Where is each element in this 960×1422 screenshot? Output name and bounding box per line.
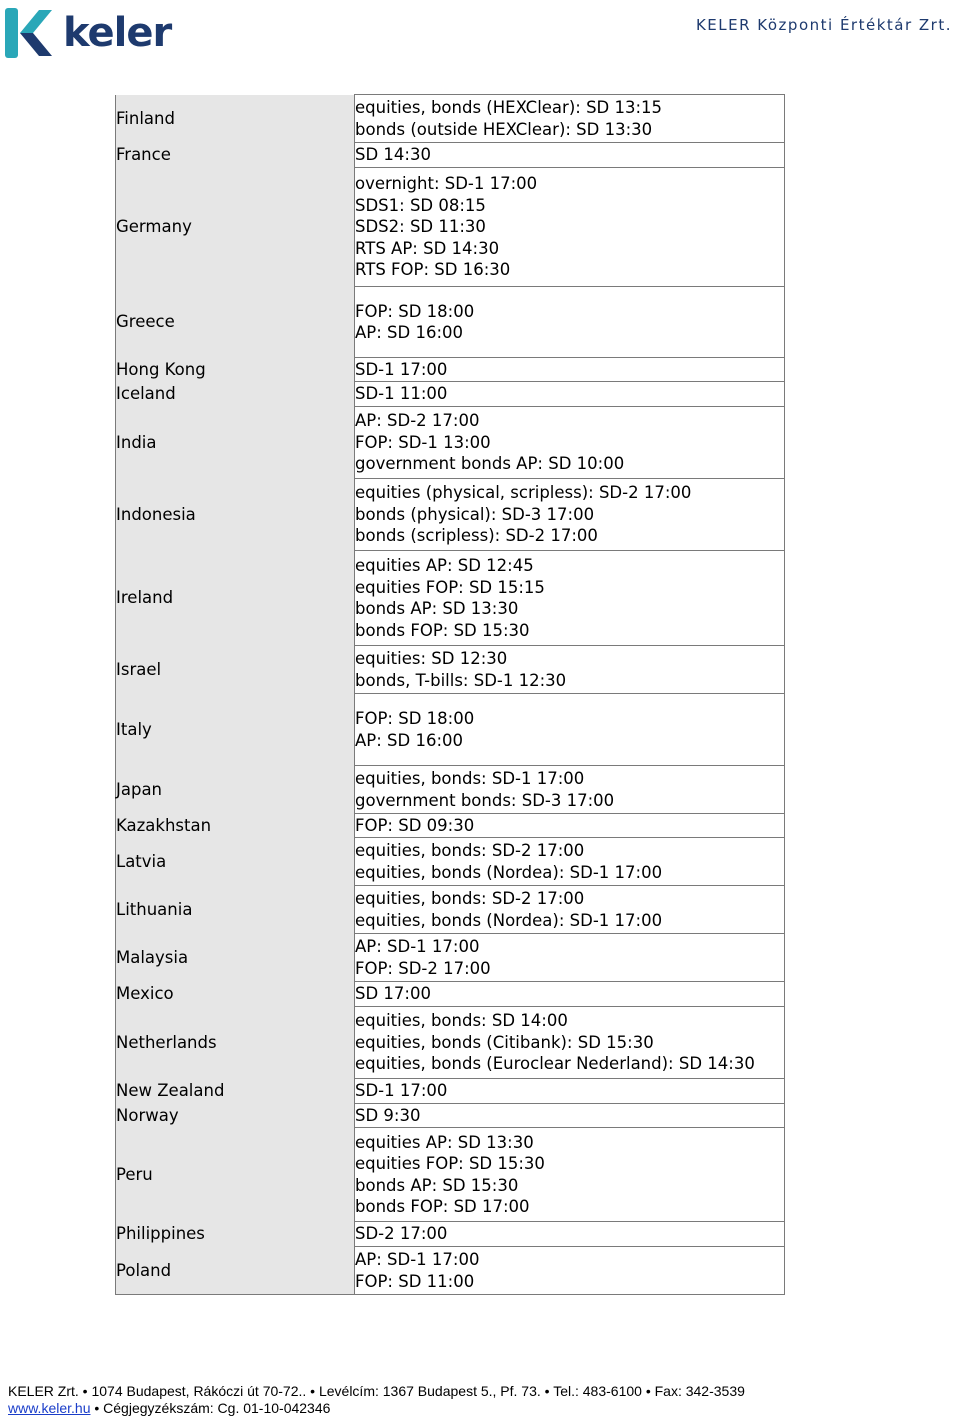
table-row bbox=[116, 934, 785, 982]
country-cell: Japan bbox=[116, 766, 355, 814]
country-cell: France bbox=[116, 143, 355, 168]
deadline-line: RTS AP: SD 14:30 bbox=[355, 238, 500, 258]
country-cell: Italy bbox=[116, 694, 355, 766]
country-cell: Finland bbox=[116, 95, 355, 143]
deadline-line: bonds FOP: SD 15:30 bbox=[355, 620, 530, 640]
deadline-line: FOP: SD 18:00 bbox=[355, 709, 475, 728]
table-row bbox=[116, 1079, 785, 1104]
table-row bbox=[116, 814, 785, 838]
country-cell: Malaysia bbox=[116, 934, 355, 982]
country-cell: India bbox=[116, 407, 355, 479]
deadline-line: bonds (outside HEXClear): SD 13:30 bbox=[355, 119, 653, 139]
deadline-line: SD-1 17:00 bbox=[355, 1081, 448, 1101]
footer-address: KELER Zrt. • 1074 Budapest, Rákóczi út 70-72.. • Levélcím: 1367 Budapest 5., Pf. 73. • Tel.: 483-6100 • Fax: 342-3539 bbox=[8, 1383, 745, 1399]
deadline-line: FOP: SD-1 13:00 bbox=[355, 432, 491, 452]
table-row bbox=[116, 168, 785, 287]
table-row bbox=[116, 886, 785, 934]
country-cell: Mexico bbox=[116, 982, 355, 1007]
deadline-cell bbox=[355, 694, 785, 766]
deadline-line: AP: SD 16:00 bbox=[355, 323, 464, 342]
deadline-line: SDS2: SD 11:30 bbox=[355, 217, 486, 237]
country-cell: Peru bbox=[116, 1128, 355, 1222]
deadline-cell bbox=[355, 479, 785, 551]
deadline-line: SD 14:30 bbox=[355, 145, 431, 165]
deadline-line: FOP: SD 18:00 bbox=[355, 301, 475, 321]
deadline-cell bbox=[355, 95, 785, 143]
deadline-line: AP: SD-1 17:00 bbox=[355, 1250, 480, 1269]
deadline-line: equities, bonds: SD 14:00 bbox=[355, 1011, 568, 1031]
deadline-cell bbox=[355, 646, 785, 694]
country-cell: Greece bbox=[116, 287, 355, 358]
deadline-line: equities, bonds: SD-2 17:00 bbox=[355, 889, 585, 908]
country-cell: New Zealand bbox=[116, 1079, 355, 1104]
table-row bbox=[116, 838, 785, 886]
deadline-cell bbox=[355, 1222, 785, 1247]
deadline-line: SD 17:00 bbox=[355, 984, 431, 1004]
deadline-cell bbox=[355, 168, 785, 287]
deadline-line: government bonds: SD-3 17:00 bbox=[355, 790, 615, 810]
keler-logo[interactable] bbox=[5, 8, 171, 58]
deadline-line: equities, bonds (Euroclear Nederland): SD 14:30 bbox=[355, 1054, 755, 1074]
country-cell: Netherlands bbox=[116, 1007, 355, 1079]
country-cell: Ireland bbox=[116, 551, 355, 646]
footer-line2 bbox=[8, 1400, 745, 1417]
deadline-line: FOP: SD-2 17:00 bbox=[355, 958, 491, 978]
footer-registration: • Cégjegyzékszám: Cg. 01-10-042346 bbox=[90, 1400, 331, 1416]
deadline-line: equities, bonds (Citibank): SD 15:30 bbox=[355, 1032, 654, 1052]
table-row bbox=[116, 479, 785, 551]
deadline-line: equities, bonds (Nordea): SD-1 17:00 bbox=[355, 910, 663, 930]
deadline-cell bbox=[355, 143, 785, 168]
deadline-line: AP: SD-1 17:00 bbox=[355, 937, 480, 956]
country-cell: Israel bbox=[116, 646, 355, 694]
deadline-line: FOP: SD 09:30 bbox=[355, 815, 475, 835]
table-row bbox=[116, 287, 785, 358]
deadline-line: SD-2 17:00 bbox=[355, 1224, 448, 1244]
table-row bbox=[116, 646, 785, 694]
deadline-line: bonds, T-bills: SD-1 12:30 bbox=[355, 670, 567, 690]
deadline-cell bbox=[355, 1128, 785, 1222]
country-cell: Germany bbox=[116, 168, 355, 287]
deadline-line: AP: SD 16:00 bbox=[355, 730, 464, 750]
deadline-line: equities AP: SD 13:30 bbox=[355, 1132, 534, 1152]
deadline-line: SD-1 11:00 bbox=[355, 384, 448, 404]
deadline-cell bbox=[355, 358, 785, 382]
deadline-cell bbox=[355, 814, 785, 838]
table-row bbox=[116, 1222, 785, 1247]
deadline-line: equities: SD 12:30 bbox=[355, 649, 508, 668]
deadline-cell bbox=[355, 287, 785, 358]
country-cell: Indonesia bbox=[116, 479, 355, 551]
deadline-cell bbox=[355, 982, 785, 1007]
deadline-cell bbox=[355, 551, 785, 646]
table-row bbox=[116, 143, 785, 168]
table-row bbox=[116, 1128, 785, 1222]
deadline-cell bbox=[355, 766, 785, 814]
keler-logo-icon bbox=[5, 8, 53, 58]
country-cell: Norway bbox=[116, 1104, 355, 1128]
table-row bbox=[116, 694, 785, 766]
deadline-line: bonds AP: SD 15:30 bbox=[355, 1175, 519, 1195]
deadline-cell bbox=[355, 1247, 785, 1295]
deadline-line: bonds (scripless): SD-2 17:00 bbox=[355, 526, 598, 546]
table-row bbox=[116, 358, 785, 382]
deadline-line: overnight: SD-1 17:00 bbox=[355, 174, 538, 194]
deadline-line: bonds (physical): SD-3 17:00 bbox=[355, 504, 595, 524]
deadline-line: equities AP: SD 12:45 bbox=[355, 556, 534, 575]
table-row bbox=[116, 551, 785, 646]
deadline-cell bbox=[355, 382, 785, 407]
website-link[interactable]: www.keler.hu bbox=[8, 1400, 91, 1416]
deadline-line: government bonds AP: SD 10:00 bbox=[355, 454, 625, 474]
table-row bbox=[116, 382, 785, 407]
table-row bbox=[116, 1247, 785, 1295]
deadline-cell bbox=[355, 886, 785, 934]
deadline-line: equities, bonds (Nordea): SD-1 17:00 bbox=[355, 862, 663, 882]
country-cell: Iceland bbox=[116, 382, 355, 407]
deadline-line: equities (physical, scripless): SD-2 17:00 bbox=[355, 483, 692, 503]
country-cell: Hong Kong bbox=[116, 358, 355, 382]
deadline-cell bbox=[355, 838, 785, 886]
deadline-cell bbox=[355, 407, 785, 479]
deadline-line: bonds FOP: SD 17:00 bbox=[355, 1197, 530, 1216]
table-row bbox=[116, 95, 785, 143]
deadline-cell bbox=[355, 1079, 785, 1104]
deadline-line: equities FOP: SD 15:15 bbox=[355, 577, 545, 597]
country-cell: Lithuania bbox=[116, 886, 355, 934]
deadline-cell bbox=[355, 934, 785, 982]
country-cell: Latvia bbox=[116, 838, 355, 886]
deadline-line: bonds AP: SD 13:30 bbox=[355, 599, 519, 618]
settlement-deadlines-table bbox=[115, 94, 785, 1295]
deadline-line: SD-1 17:00 bbox=[355, 359, 448, 379]
table-row bbox=[116, 1007, 785, 1079]
page-footer bbox=[8, 1383, 745, 1417]
table-row bbox=[116, 1104, 785, 1128]
deadline-cell bbox=[355, 1104, 785, 1128]
deadline-line: equities, bonds: SD-1 17:00 bbox=[355, 769, 585, 788]
logo-wordmark: keler bbox=[63, 10, 172, 56]
deadline-line: equities FOP: SD 15:30 bbox=[355, 1154, 545, 1173]
country-cell: Poland bbox=[116, 1247, 355, 1295]
table-row bbox=[116, 982, 785, 1007]
country-cell: Kazakhstan bbox=[116, 814, 355, 838]
deadline-line: equities, bonds (HEXClear): SD 13:15 bbox=[355, 98, 663, 117]
country-cell: Philippines bbox=[116, 1222, 355, 1247]
deadline-line: SD 9:30 bbox=[355, 1105, 421, 1125]
deadline-line: FOP: SD 11:00 bbox=[355, 1271, 475, 1291]
deadline-cell bbox=[355, 1007, 785, 1079]
deadline-line: equities, bonds: SD-2 17:00 bbox=[355, 841, 585, 860]
deadline-line: SDS1: SD 08:15 bbox=[355, 195, 486, 215]
company-name: KELER Központi Értéktár Zrt. bbox=[695, 16, 952, 34]
deadline-line: AP: SD-2 17:00 bbox=[355, 411, 480, 431]
deadline-line: RTS FOP: SD 16:30 bbox=[355, 260, 511, 280]
table-row bbox=[116, 766, 785, 814]
table-row bbox=[116, 407, 785, 479]
